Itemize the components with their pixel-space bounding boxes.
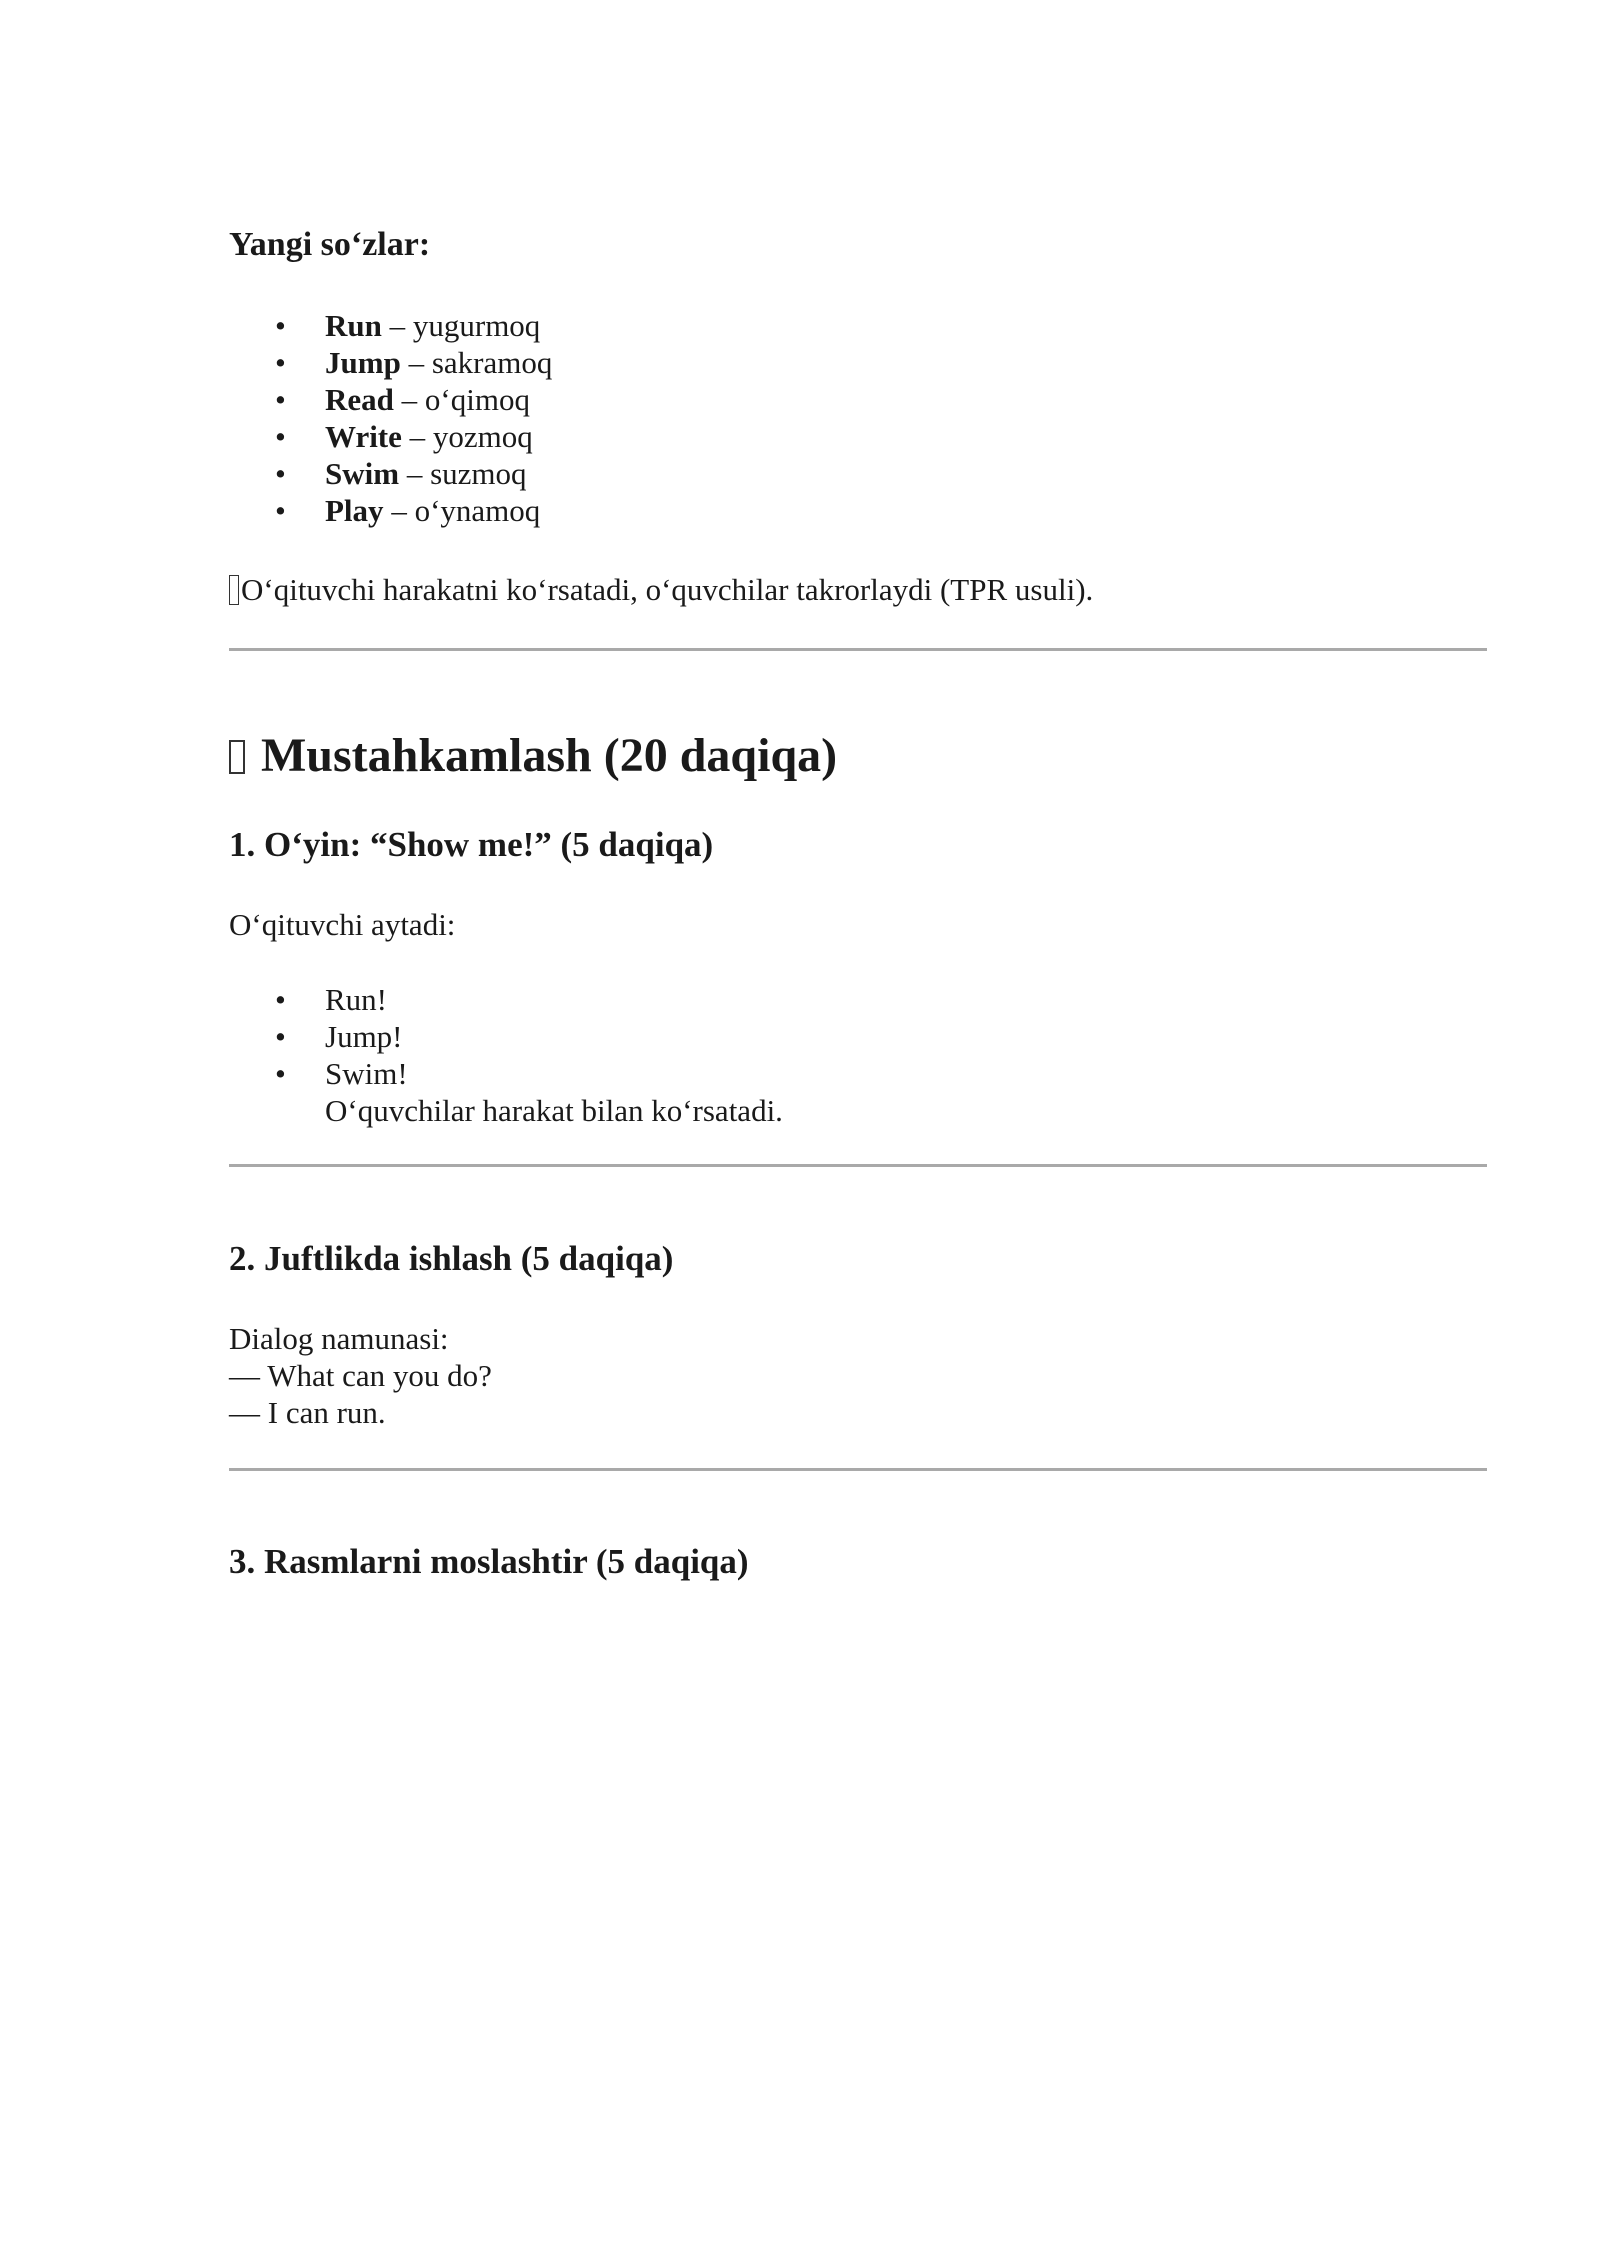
vocab-meaning: – yozmoq	[401, 419, 533, 454]
section-title-text: Mustahkamlash (20 daqiqa)	[261, 729, 838, 782]
bullet-icon: •	[275, 308, 286, 343]
pairs-title: 2. Juftlikda ishlash (5 daqiqa)	[229, 1239, 674, 1278]
pairs-intro: Dialog namunasi:	[229, 1321, 449, 1356]
list-item: • Jump!	[275, 1019, 403, 1054]
list-item	[229, 418, 552, 455]
dialog-line: — I can run.	[229, 1395, 386, 1430]
vocab-meaning: – o‘qimoq	[393, 382, 530, 417]
match-title: 3. Rasmlarni moslashtir (5 daqiqa)	[229, 1542, 749, 1581]
vocab-word: Write	[325, 419, 402, 454]
list-item	[229, 492, 552, 529]
teacher-note	[229, 572, 1093, 608]
section-title	[229, 728, 837, 783]
divider	[229, 648, 1487, 651]
game-title: 1. O‘yin: “Show me!” (5 daqiqa)	[229, 825, 714, 864]
bullet-icon: •	[275, 982, 286, 1017]
divider	[229, 1468, 1487, 1471]
list-item: • Swim!	[275, 1056, 408, 1091]
vocab-list	[229, 307, 552, 529]
bullet-icon: •	[275, 1019, 286, 1054]
teacher-note-text: O‘qituvchi harakatni ko‘rsatadi, o‘quvchilar takrorlaydi (TPR usuli).	[241, 572, 1094, 607]
vocab-meaning: – suzmoq	[399, 456, 527, 491]
list-item: • Run!	[275, 982, 387, 1017]
vocab-word: Read	[325, 382, 394, 417]
dialog-line: — What can you do?	[229, 1358, 492, 1393]
divider	[229, 1164, 1487, 1167]
list-item	[229, 344, 552, 381]
bullet-icon: •	[275, 345, 286, 380]
vocab-meaning: – sakramoq	[400, 345, 553, 380]
vocab-word: Swim	[325, 456, 400, 491]
bullet-icon: •	[275, 382, 286, 417]
vocab-meaning: – o‘ynamoq	[383, 493, 541, 528]
vocab-meaning: – yugurmoq	[381, 308, 541, 343]
bullet-icon: •	[275, 419, 286, 454]
vocab-word: Jump	[325, 345, 401, 380]
bullet-icon: •	[275, 493, 286, 528]
vocab-word: Play	[325, 493, 384, 528]
game-intro: O‘qituvchi aytadi:	[229, 907, 456, 942]
missing-glyph-icon	[229, 740, 245, 774]
list-item	[229, 381, 552, 418]
bullet-icon: •	[275, 1056, 286, 1091]
vocab-word: Run	[325, 308, 382, 343]
game-command-list	[229, 981, 783, 1129]
vocab-heading: Yangi so‘zlar:	[229, 226, 431, 263]
list-item	[229, 307, 552, 344]
missing-glyph-icon	[229, 575, 239, 605]
list-item	[229, 455, 552, 492]
game-followup: O‘quvchilar harakat bilan ko‘rsatadi.	[325, 1093, 783, 1128]
bullet-icon: •	[275, 456, 286, 491]
